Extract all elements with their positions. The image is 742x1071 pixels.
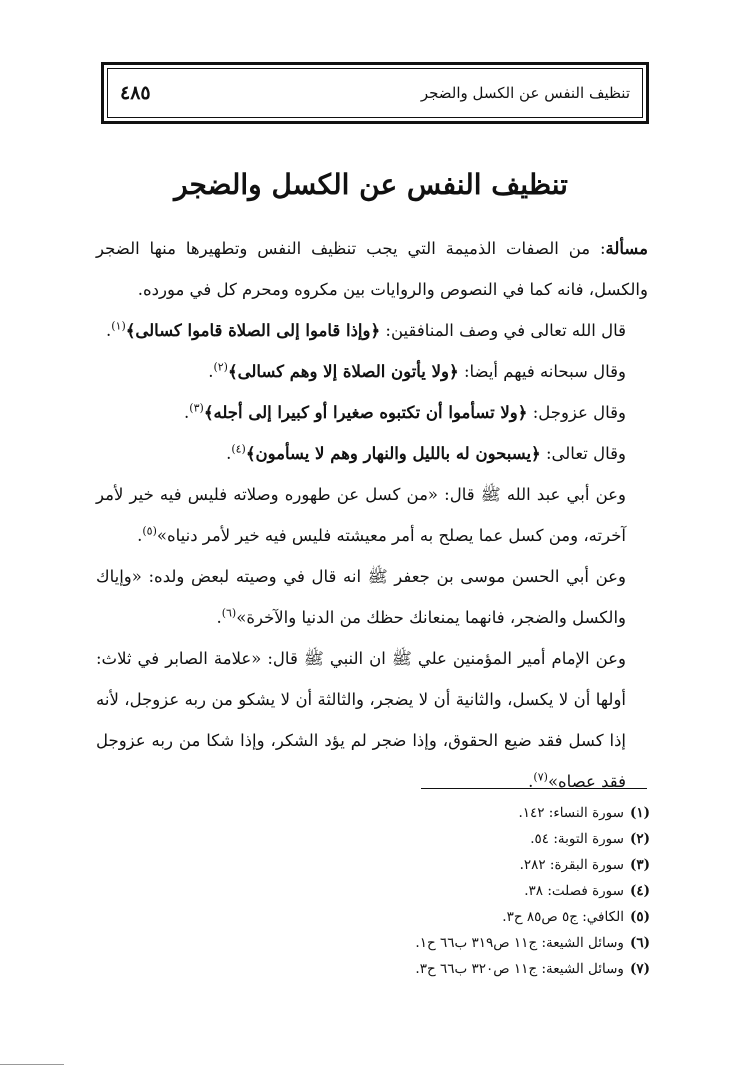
footnote-item bbox=[320, 800, 650, 826]
paragraph-text: وعن أبي الحسن موسى بن جعفر ﷺ انه قال في وصيته لبعض ولده: «وإياك والكسل والضجر، فانهما يمنعانك حظك من الدنيا والآخرة» bbox=[96, 567, 626, 627]
footnote-ref: (١) bbox=[111, 319, 126, 333]
paragraph-text: وعن الإمام أمير المؤمنين علي ﷺ ان النبي ﷺ قال: «علامة الصابر في ثلاث: أولها أن لا يكسل، والثانية أن لا يضجر، والثالثة أن لا يشكو من ربه عزوجل، لأنه إذا كسل فقد ضيع الحقوق، وإذا ضجر لم يؤد الشكر، وإذا شكا من ربه عزوجل فقد عصاه» bbox=[96, 649, 626, 791]
footnote-ref: (٦) bbox=[221, 606, 237, 620]
paragraph-issue bbox=[96, 228, 648, 310]
page-number: ٤٨٥ bbox=[120, 82, 151, 104]
paragraph-text: وقال عزوجل: bbox=[527, 403, 626, 422]
page-title: تنظيف النفس عن الكسل والضجر bbox=[174, 168, 568, 201]
footnote-text: سورة النساء: ١٤٢. bbox=[518, 805, 624, 821]
quran-verse: ﴿يسبحون له بالليل والنهار وهم لا يسأمون﴾ bbox=[245, 444, 541, 463]
paragraph-quran-1: قال الله تعالى في وصف المنافقين: ﴿وإذا قاموا إلى الصلاة قاموا كسالى﴾$^{(١)}$. bbox=[105, 319, 626, 340]
footnote-number: (٢) bbox=[629, 831, 650, 847]
running-title: تنظيف النفس عن الكسل والضجر bbox=[420, 84, 630, 102]
footnote-item bbox=[320, 930, 650, 956]
footnote-text: سورة البقرة: ٢٨٢. bbox=[519, 857, 624, 873]
footnote-ref: (٧) bbox=[533, 770, 548, 784]
paragraph-text: قال الله تعالى في وصف المنافقين: bbox=[380, 321, 626, 340]
paragraph-hadith-3: وعن الإمام أمير المؤمنين علي ﷺ ان النبي ﷺ قال: «علامة الصابر في ثلاث: أولها أن لا يكسل، والثانية أن لا يضجر، والثالثة أن لا يشكو من ربه عزوجل، لأنه إذا كسل فقد ضيع الحقوق، وإذا ضجر لم يؤد الشكر، وإذا شكا من ربه عزوجل فقد عصاه»$^{(٧)}$. bbox=[96, 649, 626, 791]
page-header-frame bbox=[107, 68, 643, 118]
footnote-number: (٤) bbox=[629, 883, 650, 899]
footnote-item bbox=[320, 826, 650, 852]
footnote-ref: (٥) bbox=[142, 524, 157, 538]
paragraph-quran-3: وقال عزوجل: ﴿ولا تسأموا أن تكتبوه صغيرا أو كبيرا إلى أجله﴾$^{(٣)}$. bbox=[184, 401, 626, 422]
paragraph-text: وعن أبي عبد الله ﷺ قال: «من كسل عن طهوره وصلاته فليس فيه خير لأمر آخرته، ومن كسل عما يصلح به أمر معيشته فليس فيه خير لأمر دنياه» bbox=[96, 485, 626, 545]
footnote-item bbox=[320, 852, 650, 878]
paragraph-text: وقال سبحانه فيهم أيضا: bbox=[458, 362, 626, 381]
footnote-text: الكافي: ج٥ ص٨٥ ح٣. bbox=[502, 909, 624, 925]
footnote-number: (٧) bbox=[629, 961, 650, 977]
footnote-number: (٥) bbox=[629, 909, 650, 925]
footnote-ref: (٣) bbox=[189, 401, 204, 415]
paragraph-quran-2: وقال سبحانه فيهم أيضا: ﴿ولا يأتون الصلاة إلا وهم كسالى﴾$^{(٢)}$. bbox=[208, 360, 626, 381]
footnote-text: سورة فصلت: ٣٨. bbox=[524, 883, 624, 899]
issue-label: مسألة bbox=[605, 239, 648, 258]
quran-verse: ﴿وإذا قاموا إلى الصلاة قاموا كسالى﴾ bbox=[125, 321, 381, 340]
quran-verse: ﴿ولا يأتون الصلاة إلا وهم كسالى﴾ bbox=[227, 362, 459, 381]
footnote-number: (٦) bbox=[629, 935, 650, 951]
footnotes bbox=[320, 800, 650, 982]
footnote-item bbox=[320, 878, 650, 904]
paragraph-hadith-1: وعن أبي عبد الله ﷺ قال: «من كسل عن طهوره وصلاته فليس فيه خير لأمر آخرته، ومن كسل عما يصلح به أمر معيشته فليس فيه خير لأمر دنياه»$^{(٥)}$. bbox=[96, 485, 626, 545]
paragraph-text: : من الصفات الذميمة التي يجب تنظيف النفس وتطهيرها منها الضجر والكسل، فانه كما في النصوص والروايات بين مكروه ومحرم كل في مورده. bbox=[96, 239, 648, 299]
footnote-text: سورة التوبة: ٥٤. bbox=[530, 831, 624, 847]
paragraph-text: وقال تعالى: bbox=[540, 444, 626, 463]
paragraph-quran-4: وقال تعالى: ﴿يسبحون له بالليل والنهار وهم لا يسأمون﴾$^{(٤)}$. bbox=[226, 442, 626, 463]
body-text bbox=[96, 228, 648, 802]
scan-edge-line bbox=[0, 1064, 64, 1065]
footnote-number: (٣) bbox=[629, 857, 650, 873]
footnote-divider bbox=[421, 788, 647, 789]
footnote-item bbox=[320, 904, 650, 930]
footnote-number: (١) bbox=[629, 805, 650, 821]
footnote-item bbox=[320, 956, 650, 982]
footnote-text: وسائل الشيعة: ج١١ ص٣١٩ ب٦٦ ح١. bbox=[415, 935, 624, 951]
paragraph-hadith-2: وعن أبي الحسن موسى بن جعفر ﷺ انه قال في وصيته لبعض ولده: «وإياك والكسل والضجر، فانهما يمنعانك حظك من الدنيا والآخرة»$^{(٦)}$. bbox=[96, 567, 626, 627]
footnote-text: وسائل الشيعة: ج١١ ص٣٢٠ ب٦٦ ح٣. bbox=[415, 961, 624, 977]
page-header bbox=[101, 62, 649, 124]
footnote-ref: (٤) bbox=[231, 442, 246, 456]
quran-verse: ﴿ولا تسأموا أن تكتبوه صغيرا أو كبيرا إلى أجله﴾ bbox=[203, 403, 528, 422]
footnote-ref: (٢) bbox=[213, 360, 228, 374]
